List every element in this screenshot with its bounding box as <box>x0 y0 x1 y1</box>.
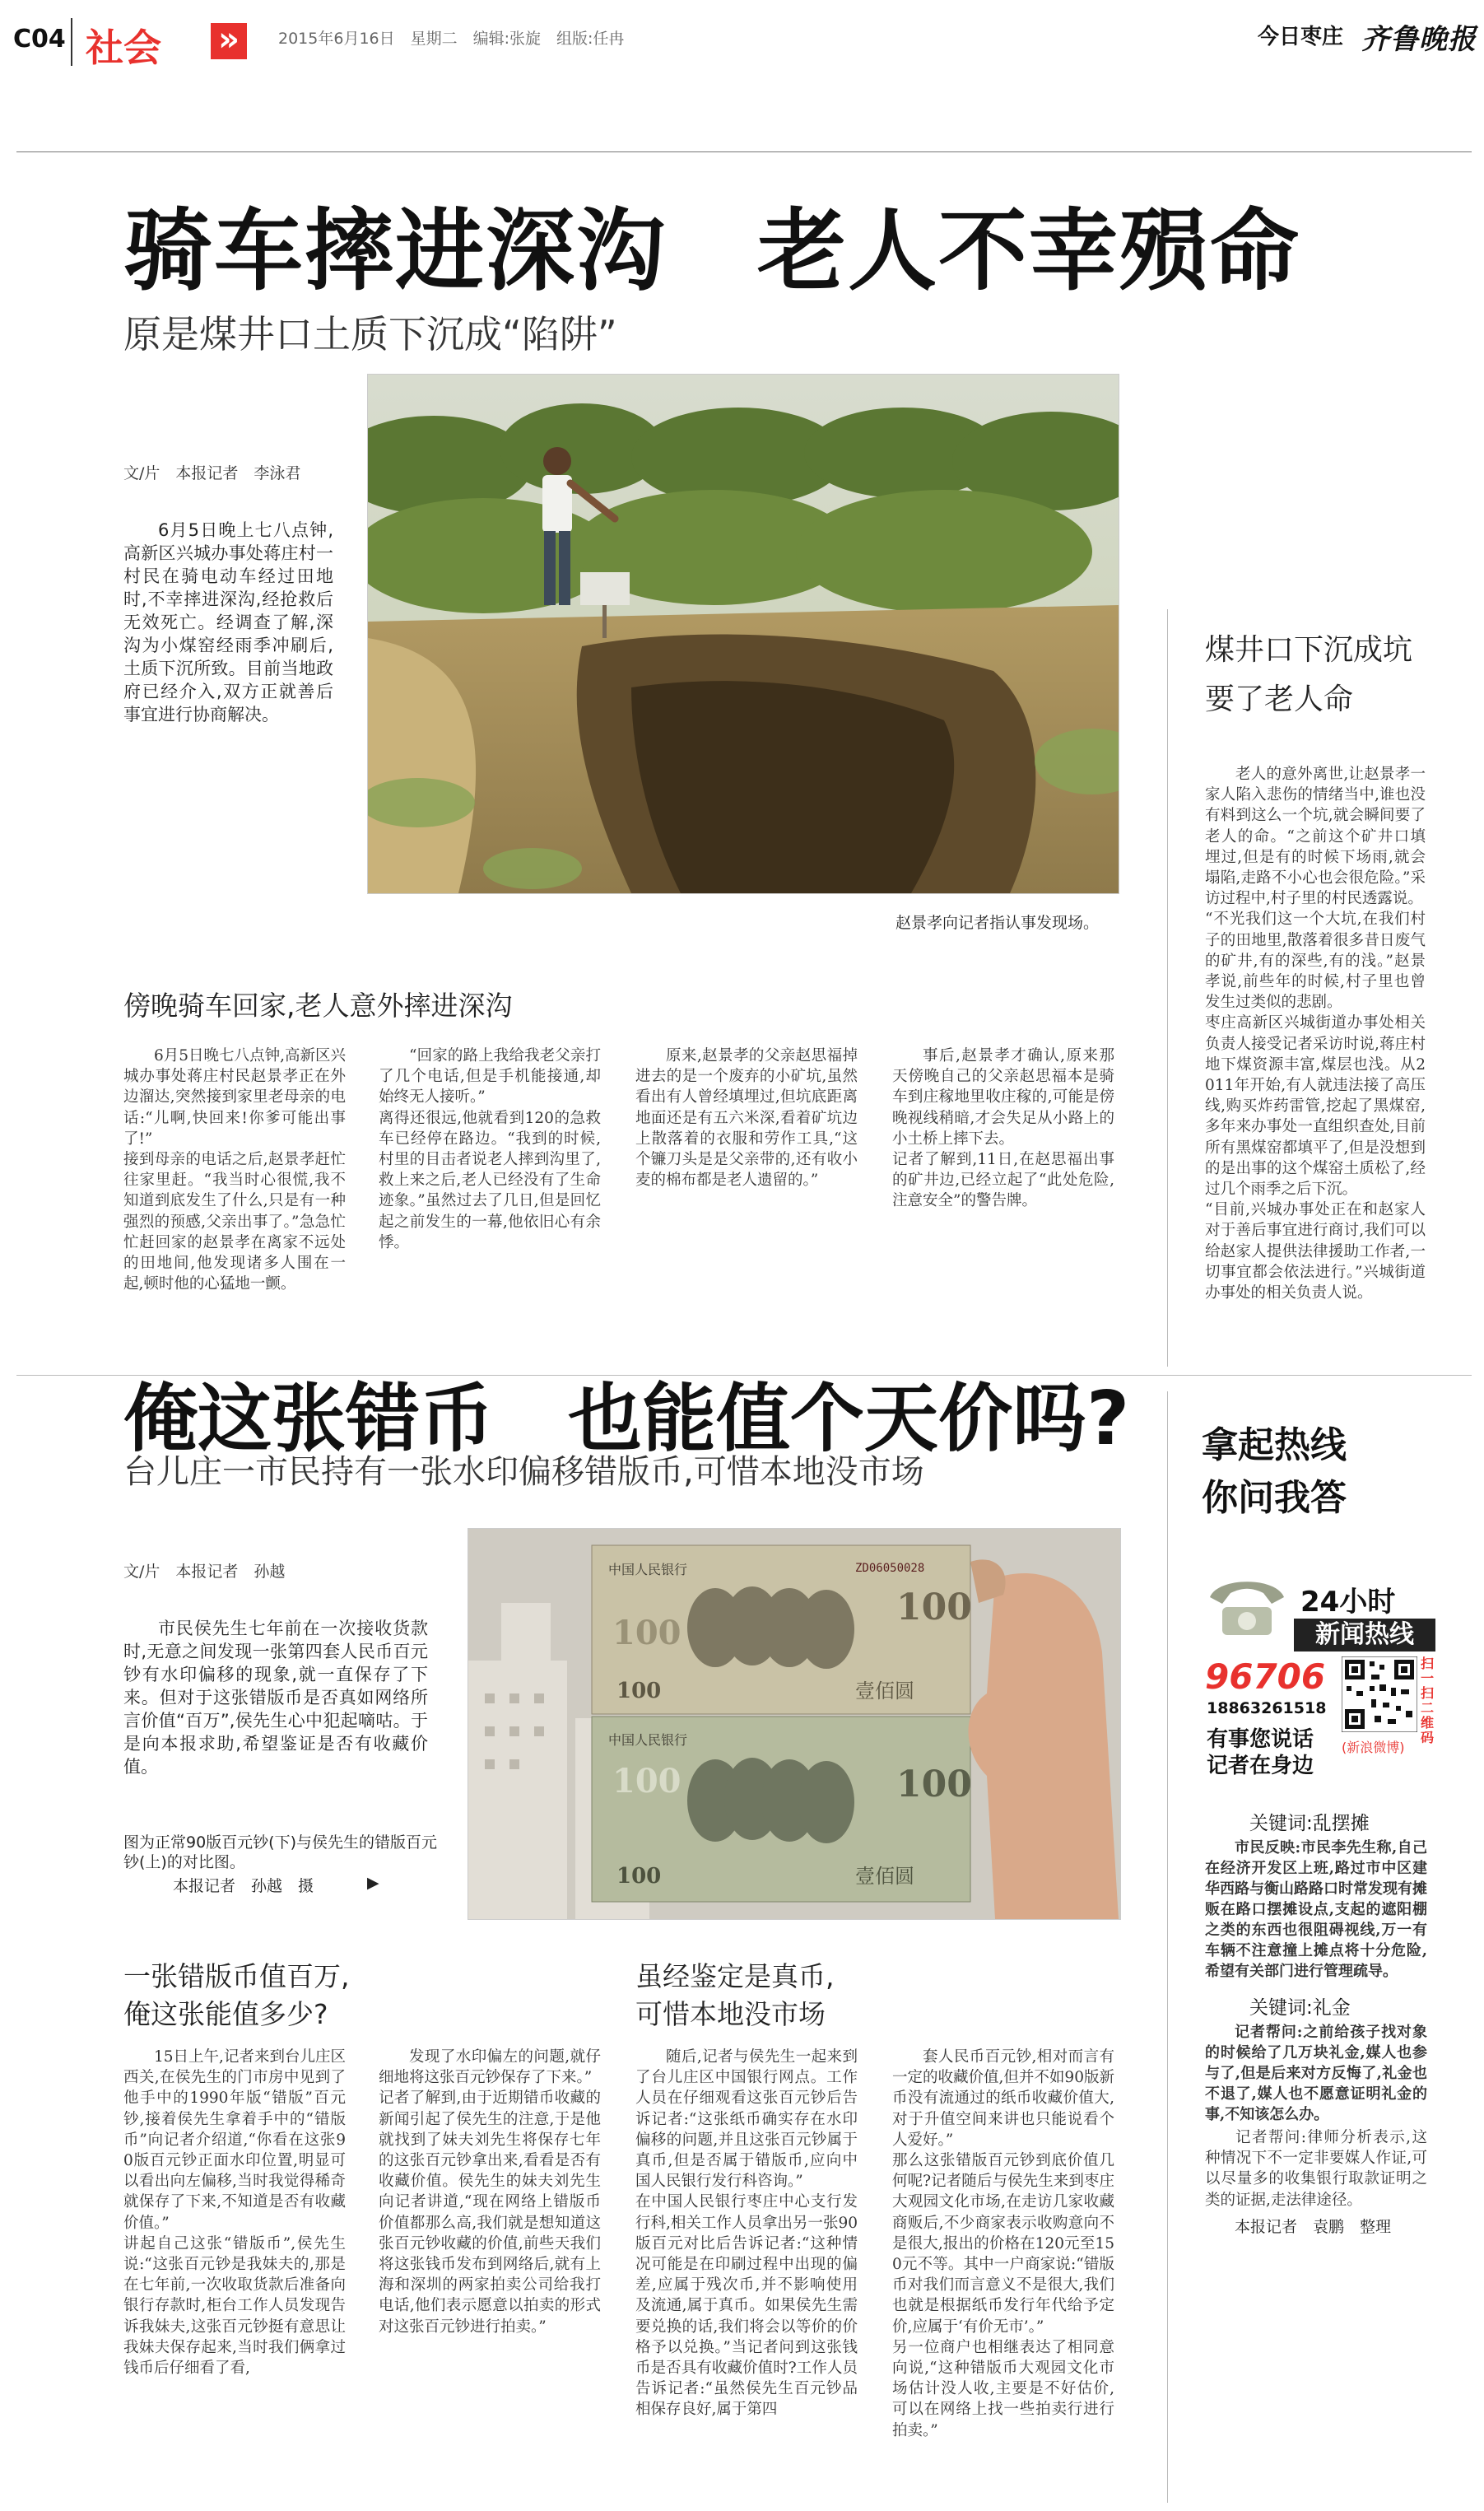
article1-subhead: 原是煤井口土质下沉成“陷阱” <box>123 312 617 356</box>
article2-lead: 市民侯先生七年前在一次接收货款时,无意之间发现一张第四套人民币百元钞有水印偏移的现象,就一直保存了下来。但对于这张错版币是否真如网络所言价值“百万”,侯先生心中犯起嘀咕。于是向本报求助,希望鉴证是否有收藏价值。 <box>123 1619 428 1777</box>
article2-section-title-left: 一张错版币值百万, 俺这张能值多少? <box>123 1960 350 2030</box>
svg-text:中国人民银行: 中国人民银行 <box>608 1732 688 1748</box>
article2-section-title-right: 虽经鉴定是真币, 可惜本地没市场 <box>635 1960 835 2030</box>
hotline-24h: 24小时 <box>1300 1586 1396 1619</box>
keyword2-text: 记者帮问:之前给孩子找对象的时候给了几万块礼金,媒人也参与了,但是后来对方反悔了,礼金也不退了,媒人也不愿意证明礼金的事,不知该怎么办。 <box>1205 2024 1427 2123</box>
section-arrow-icon: » <box>211 23 247 59</box>
article1-section-title: 傍晚骑车回家,老人意外摔进深沟 <box>123 990 513 1022</box>
page-code: C04 <box>13 25 66 54</box>
photo1-caption: 赵景孝向记者指认事发现场。 <box>896 914 1100 932</box>
hotline-slogan-1: 有事您说话 <box>1207 1727 1314 1752</box>
article1-col3: 原来,赵景孝的父亲赵思福掉进去的是一个废弃的小矿坑,虽然看出有人曾经填埋过,但坑底距离地面还是有五六米深,看着矿坑边上散落着的衣服和劳作工具,“这个镰刀头是是父亲带的,还有收小麦的棉布都是老人遗留的。” <box>635 1047 858 1190</box>
qr-label: 扫一扫二维码 <box>1421 1656 1435 1745</box>
svg-text:100: 100 <box>612 1614 682 1652</box>
banknote-comparison-photo <box>468 1528 1121 1920</box>
edition-name: 今日枣庄 <box>1258 25 1344 49</box>
svg-text:壹佰圆: 壹佰圆 <box>855 1865 914 1888</box>
keyword2-answer: 记者帮问:律师分析表示,这种情况下不一定非要媒人作证,可以尽量多的收集银行取款证明之类的证据,走法律途径。 <box>1205 2129 1427 2209</box>
photo2-caption-byline: 本报记者 孙越 摄 <box>173 1877 314 1895</box>
svg-text:中国人民银行: 中国人民银行 <box>608 1562 688 1577</box>
hotline-number: 96706 <box>1205 1656 1326 1697</box>
svg-text:100: 100 <box>896 1763 972 1805</box>
paper-logo: 齐鲁晚报 <box>1361 23 1477 56</box>
keyword2-title: 关键词:礼金 <box>1249 1997 1351 2019</box>
svg-text:100: 100 <box>896 1586 972 1628</box>
article2-col4: 套人民币百元钞,相对而言有一定的收藏价值,但并不如90版新币没有流通过的纸币收藏价值大,对于升值空间来讲也只能说看个人爱好。” 那么这张错版百元钞到底价值几何呢?记者随后与侯先生来到枣庄大观园文化市场,在走访几家收藏商贩后,不少商家表示收购意向不是很大,报出的价格在120元至150元不等。其中一户商家说:“错版币对我们而言意义不是很大,我们也就是根据纸币发行年代给予定价,应属于‘有价无市’。” 另一位商户也相继表达了相同意向说,“这种错版币大观园文化市场估计没人收,主要是不好估价,可以在网络上找一些拍卖行进行拍卖。” <box>892 2048 1114 2439</box>
photo2-caption: 图为正常90版百元钞(下)与侯先生的错版百元钞(上)的对比图。 <box>123 1833 438 1871</box>
hotline-label: 新闻热线 <box>1294 1619 1435 1651</box>
normal-banknote <box>592 1717 972 1902</box>
svg-text:100: 100 <box>616 1679 662 1703</box>
article1-side-text: 老人的意外离世,让赵景孝一家人陷入悲伤的情绪当中,谁也没有料到这么一个坑,就会瞬间要了老人的命。“之前这个矿井口填埋过,但是有的时候下场雨,就会塌陷,走路不小心也会很危险。”采访过程中,村子里的村民透露说。 “不光我们这一个大坑,在我们村子的田地里,散落着很多昔日废气的矿井,有的深些,有的浅。”赵景孝说,前些年的时候,村子里也曾发生过类似的悲剧。 枣庄高新区兴城街道办事处相关负责人接受记者采访时说,蒋庄村地下煤资源丰富,煤层也浅。从2011年开始,有人就违法接了高压线,购买炸药雷管,挖起了黑煤窑,多年来办事处一直组织查处,目前所有黑煤窑都填平了,但是没想到的是出事的这个煤窑土质松了,经过几个雨季之后下沉。 “目前,兴城办事处正在和赵家人对于善后事宜进行商讨,我们可以给赵家人提供法律援助工作者,一切事宜都会依法进行。”兴城街道办事处的相关负责人说。 <box>1205 766 1426 1302</box>
keyword2-byline: 本报记者 袁鹏 整理 <box>1235 2218 1392 2236</box>
article2-col2: 发现了水印偏左的问题,就仔细地将这张百元钞保存了下来。” 记者了解到,由于近期错币收藏的新闻引起了侯先生的注意,于是他就找到了妹夫刘先生将保存七年的这张百元钞拿出来,看看是否有收藏价值。侯先生的妹夫刘先生向记者讲道,“现在网络上错版币价值都那么高,我们就是想知道这张百元钞收藏的价值,前些天我们将这张钱币发布到网络后,就有上海和深圳的两家拍卖公司给我打电话,他们表示愿意以拍卖的形式对这张百元钞进行拍卖。” <box>379 2048 601 2336</box>
qr-code <box>1342 1656 1417 1732</box>
svg-text:ZD06050028: ZD06050028 <box>855 1562 925 1575</box>
keyword1-text: 市民反映:市民李先生称,自己在经济开发区上班,路过市中区建华西路与衡山路路口时常发现有摊贩在路口摆摊设点,支起的遮阳棚之类的东西也很阻碍视线,万一有车辆不注意撞上摊点将十分危险,希望有关部门进行管理疏导。 <box>1205 1839 1427 1980</box>
article2-col1: 15日上午,记者来到台儿庄区西关,在侯先生的门市房中见到了他手中的1990年版“错版”百元钞,接着侯先生拿着手中的“错版币”向记者介绍道,“你看在这张90版百元钞正面水印位置,明显可以看出向左偏移,当时我觉得稀奇就保存了下来,不知道是否有收藏价值。” 讲起自己这张“错版币”,侯先生说:“这张百元钞是我妹夫的,那是在七年前,一次收取货款后准备向银行存款时,柜台工作人员发现告诉我妹夫,这张百元钞挺有意思让我妹夫保存起来,当时我们俩拿过钱币后仔细看了看, <box>123 2048 346 2378</box>
caption-arrow-icon: ▶ <box>367 1874 379 1892</box>
keyword1-title: 关键词:乱摆摊 <box>1249 1813 1370 1834</box>
article2-byline: 文/片 本报记者 孙越 <box>123 1563 286 1581</box>
article1-side-title: 煤井口下沉成坑 要了老人命 <box>1205 633 1413 716</box>
sidebar-title: 拿起热线 你问我答 <box>1202 1424 1347 1519</box>
error-banknote <box>592 1545 972 1714</box>
accident-scene-photo <box>367 374 1119 894</box>
svg-text:壹佰圆: 壹佰圆 <box>855 1679 914 1703</box>
article1-col1: 6月5日晚七八点钟,高新区兴城办事处蒋庄村民赵景孝正在外边溜达,突然接到家里老母亲的电话:“儿啊,快回来!你爹可能出事了!” 接到母亲的电话之后,赵景孝赶忙往家里赶。“我当时心很慌,我不知道到底发生了什么,只是有一种强烈的预感,父亲出事了。”急急忙忙赶回家的赵景孝在离家不远处的田地间,他发现诸多人围在一起,顿时他的心猛地一颤。 <box>123 1047 346 1293</box>
telephone-icon <box>1202 1572 1292 1638</box>
article2-subhead: 台儿庄一市民持有一张水印偏移错版币,可惜本地没市场 <box>123 1453 924 1491</box>
hotline-mobile: 18863261518 <box>1207 1699 1327 1717</box>
article2-col3: 随后,记者与侯先生一起来到了台儿庄区中国银行网点。工作人员在仔细观看这张百元钞后告诉记者:“这张纸币确实存在水印偏移的问题,并且这张百元钞属于真币,但是否属于错版币,应向中国人民银行发行科咨询。” 在中国人民银行枣庄中心支行发行科,相关工作人员拿出另一张90版百元对比后告诉记者:“这种情况可能是在印刷过程中出现的偏差,应属于残次币,并不影响使用及流通,属于真币。如果侯先生需要兑换的话,我们将会以等价的价格予以兑换。”当记者问到这张钱币是否具有收藏价值时?工作人员告诉记者:“虽然侯先生百元钞品相保存良好,属于第四 <box>635 2048 858 2419</box>
article1-col2: “回家的路上我给我老父亲打了几个电话,但是手机能接通,却始终无人接听。” 离得还很远,他就看到120的急救车已经停在路边。“我到的时候,村里的目击者说老人摔到沟里了,救上来之后,老人已经没有了生命迹象。”虽然过去了几日,但是回忆起之前发生的一幕,他依旧心有余悸。 <box>379 1047 601 1251</box>
issue-meta: 2015年6月16日 星期二 编辑:张旋 组版:任冉 <box>278 30 625 48</box>
svg-text:100: 100 <box>612 1762 682 1801</box>
hotline-slogan-2: 记者在身边 <box>1207 1754 1314 1778</box>
svg-text:100: 100 <box>616 1864 662 1889</box>
article1-headline: 骑车摔进深沟 老人不幸殒命 <box>123 200 1301 303</box>
hotline-box <box>1202 1564 1440 1778</box>
article2-headline: 俺这张错币 也能值个天价吗? <box>123 1376 1130 1462</box>
weibo-label: (新浪微博) <box>1342 1740 1405 1755</box>
article1-col4: 事后,赵景孝才确认,原来那天傍晚自己的父亲赵思福本是骑车到庄稼地里收庄稼的,可能是傍晚视线稍暗,才会失足从小路上的小土桥上摔下去。 记者了解到,11日,在赵思福出事的矿井边,已经立起了“此处危险,注意安全”的警告牌。 <box>892 1047 1114 1210</box>
section-label: 社会 <box>86 26 161 70</box>
article1-byline: 文/片 本报记者 李泳君 <box>123 464 301 482</box>
article1-lead: 6月5日晚上七八点钟,高新区兴城办事处蒋庄村一村民在骑电动车经过田地时,不幸摔进深沟,经抢救后无效死亡。经调查了解,深沟为小煤窑经雨季冲刷后,土质下沉所致。目前当地政府已经介入,双方正就善后事宜进行协商解决。 <box>123 520 333 724</box>
